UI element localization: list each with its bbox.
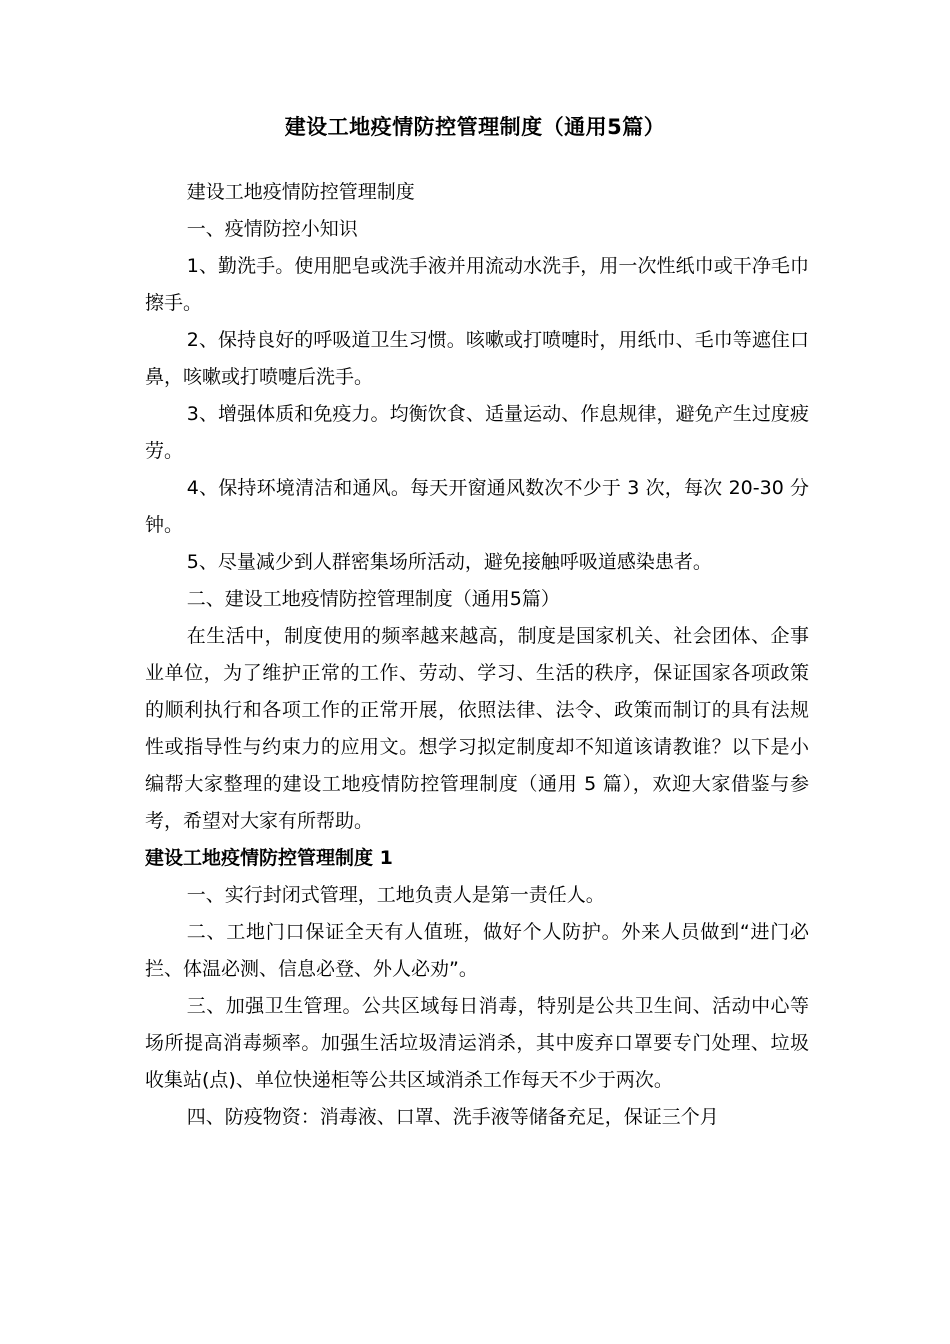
section-heading: 建设工地疫情防控管理制度 1 (145, 847, 393, 869)
paragraph: 四、防疫物资：消毒液、口罩、洗手液等储备充足，保证三个月 (186, 1106, 719, 1128)
paragraph: 二、建设工地疫情防控管理制度（通用5篇） (186, 588, 560, 610)
document-body (145, 174, 809, 1136)
paragraph: 5、尽量减少到人群密集场所活动，避免接触呼吸道感染患者。 (186, 551, 712, 573)
paragraph: 一、疫情防控小知识 (186, 218, 358, 240)
paragraph: 4、保持环境清洁和通风。每天开窗通风数次不少于 3 次，每次 20-30 分钟。 (145, 477, 809, 536)
paragraph: 建设工地疫情防控管理制度 (186, 181, 415, 203)
paragraph: 2、保持良好的呼吸道卫生习惯。咳嗽或打喷嚏时，用纸巾、毛巾等遮住口鼻，咳嗽或打喷嚏后洗手。 (145, 329, 809, 388)
paragraph: 二、工地门口保证全天有人值班，做好个人防护。外来人员做到“进门必拦、体温必测、信息必登、外人必劝”。 (145, 921, 809, 980)
paragraph: 1、勤洗手。使用肥皂或洗手液并用流动水洗手，用一次性纸巾或干净毛巾擦手。 (145, 255, 809, 314)
paragraph: 在生活中，制度使用的频率越来越高，制度是国家机关、社会团体、企事业单位，为了维护正常的工作、劳动、学习、生活的秩序，保证国家各项政策的顺利执行和各项工作的正常开展，依照法律、法令、政策而制订的具有法规性或指导性与约束力的应用文。想学习拟定制度却不知道该请教谁？以下是小编帮大家整理的建设工地疫情防控管理制度（通用 5 篇），欢迎大家借鉴与参考，希望对大家有所帮助。 (145, 625, 809, 832)
paragraph: 三、加强卫生管理。公共区域每日消毒，特别是公共卫生间、活动中心等场所提高消毒频率。加强生活垃圾清运消杀，其中废弃口罩要专门处理、垃圾收集站(点)、单位快递柜等公共区域消杀工作每天不少于两次。 (145, 995, 809, 1091)
paragraph: 3、增强体质和免疫力。均衡饮食、适量运动、作息规律，避免产生过度疲劳。 (145, 403, 809, 462)
paragraph: 一、实行封闭式管理，工地负责人是第一责任人。 (186, 884, 605, 906)
document-title: 建设工地疫情防控管理制度（通用5篇） (284, 115, 666, 139)
